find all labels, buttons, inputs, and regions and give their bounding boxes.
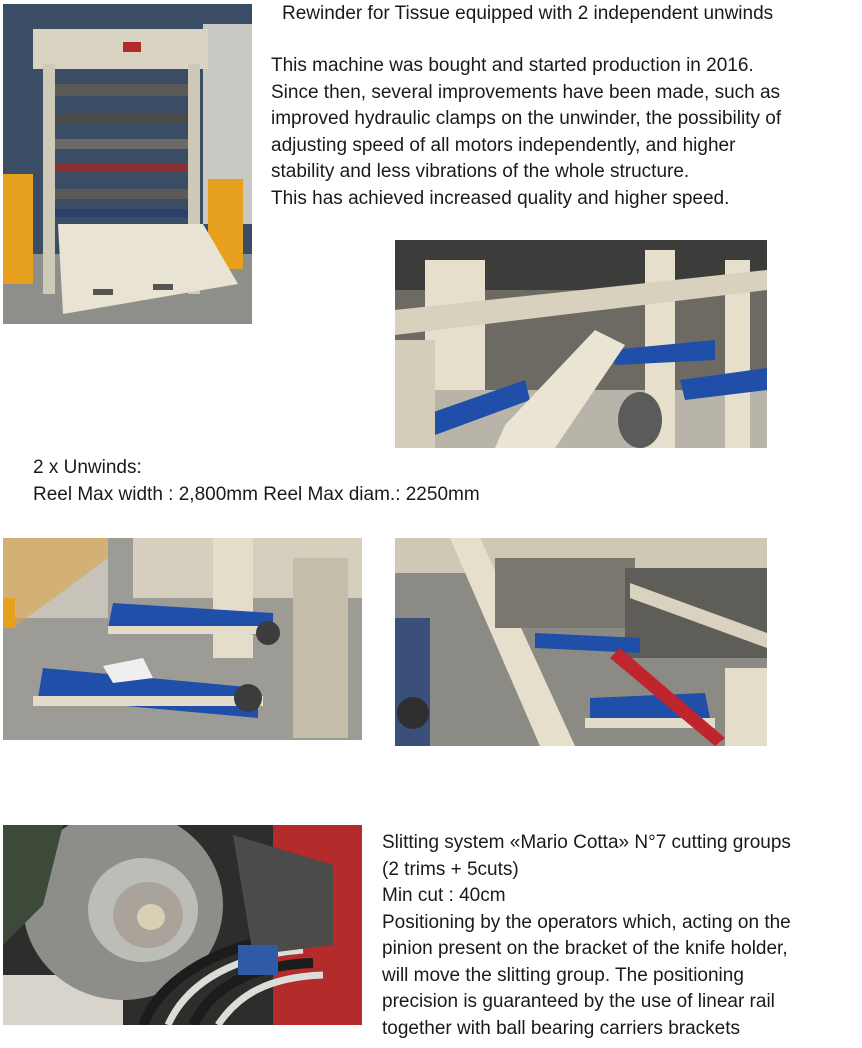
- unwind-belts-right-photo: [395, 538, 767, 746]
- slitting-line: Positioning by the operators which, acting on the: [382, 911, 791, 933]
- unwinds-specs: Reel Max width : 2,800mm Reel Max diam.: 2250mm: [33, 483, 480, 505]
- slitting-line: (2 trims + 5cuts): [382, 858, 519, 880]
- intro-line: stability and less vibrations of the whole structure.: [271, 161, 690, 182]
- intro-line: Since then, several improvements have been made, such as: [271, 81, 781, 103]
- slitting-line: Slitting system «Mario Cotta» N°7 cutting groups: [382, 832, 791, 853]
- slitting-line: pinion present on the bracket of the knife holder,: [382, 938, 788, 959]
- slitter-knife-photo: [3, 825, 362, 1025]
- unwinds-spec: [33, 455, 480, 508]
- document-title: Rewinder for Tissue equipped with 2 independent unwinds: [282, 3, 774, 24]
- slitting-line: will move the slitting group. The positioning: [382, 964, 744, 986]
- intro-line: improved hydraulic clamps on the unwinder, the possibility of: [271, 108, 782, 129]
- unwinds-heading: 2 x Unwinds:: [33, 457, 142, 478]
- intro-line: adjusting speed of all motors independently, and higher: [271, 134, 736, 156]
- slitting-line: precision is guaranteed by the use of linear rail: [382, 991, 775, 1012]
- slitting-description: [382, 830, 791, 1042]
- intro-paragraph: [271, 53, 781, 212]
- unwinder-detail-photo: [395, 240, 767, 448]
- slitting-line: Min cut : 40cm: [382, 885, 506, 906]
- slitting-line: together with ball bearing carriers brackets: [382, 1017, 741, 1039]
- machine-overview-photo: [3, 4, 252, 324]
- intro-line: This has achieved increased quality and higher speed.: [271, 187, 730, 209]
- unwind-belts-left-photo: [3, 538, 362, 740]
- intro-line: This machine was bought and started production in 2016.: [271, 55, 754, 76]
